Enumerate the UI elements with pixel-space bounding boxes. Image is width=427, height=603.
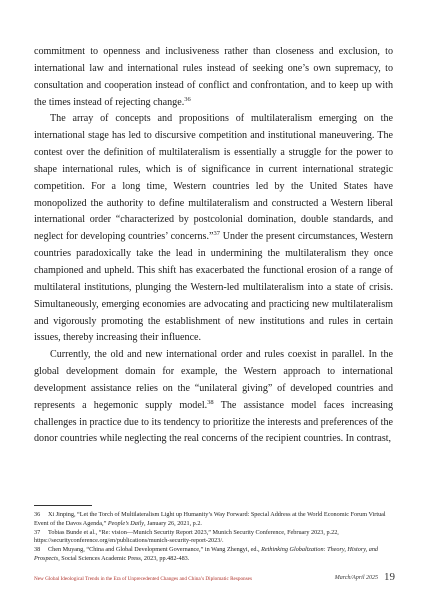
footnote-ref-36[interactable]: 36: [184, 95, 191, 103]
page-number: 19: [384, 571, 395, 583]
body-text: [34, 44, 393, 448]
paragraph-2: [34, 111, 393, 347]
footnote-number: 37: [34, 528, 41, 536]
footnote-number: 38: [34, 546, 41, 554]
issue-date: March/April 2025: [334, 575, 378, 581]
running-footer-title: New Global Ideological Trends in the Era of Unprecedented Changes and China’s Diplomatic Responses: [34, 576, 252, 582]
paragraph-1-text: commitment to openness and inclusiveness rather than closeness and exclusion, to international law and international rules instead of seeking one’s own supremacy, to consultation and cooperation instead of conflict and confrontation, and to keep up with the times instead of rejecting change.: [34, 46, 393, 108]
footnote-ref-37[interactable]: 37: [213, 230, 220, 238]
footnote-text: Xi Jinping, “Let the Torch of Multilateralism Light up Humanity’s Way Forward: Special Address at the World Economic Forum Virtual Event of the Davos Agenda,”: [34, 511, 386, 527]
footnote-36: [34, 511, 396, 529]
footnote-text: Chen Muyang, “China and Global Development Governance,” in Wang Zhengyi, ed.,: [48, 546, 262, 554]
paragraph-3-text-a: Currently, the old and new international order and rules coexist in parallel. In the global development domain for example, the Western approach to international development assistance relies on the “unilateral giving” of developed countries and represents a hegemonic supply model.: [34, 349, 393, 411]
footnote-text-end: , Social Sciences Academic Press, 2023, pp.482-483.: [58, 554, 190, 562]
footnote-text[interactable]: Tobias Bunde et al., “Re: vision—Munich Security Report 2023,” Munich Security Conference, February 2023, p.22, https://securityconference.org/en/publications/munich-security-report-2023/.: [34, 528, 339, 545]
footnote-number: 36: [34, 511, 41, 518]
footnote-source-title: People’s Daily: [107, 519, 145, 527]
paragraph-3-text-b: The assistance model faces increasing challenges in practice due to its tendency to prioritize the interests and preferences of the donor countries while neglecting the real concerns of the recipient countries. In contrast,: [34, 399, 393, 445]
footnotes: [34, 511, 396, 564]
footnote-source-title: Rethinking Globalization: Theory, History, and Prospects: [34, 546, 379, 562]
footnote-text-end: , January 26, 2021, p.2.: [144, 519, 202, 527]
paragraph-2-text-b: Under the present circumstances, Western countries paradoxically take the lead in undermining the multilateralism they once championed and upheld. This shift has exacerbated the functional erosion of a range of multilateral institutions, plunging the Western-led multilateralism into a state of crisis. Simultaneously, emerging economies are advocating and practicing new multilateralism and vigorously promoting the establishment of new institutions and rules in certain issues, thereby increasing their influence.: [34, 231, 393, 344]
paragraph-2-text-a: The array of concepts and propositions of multilateralism emerging on the international stage has led to discursive competition and institutional maneuvering. The contest over the definition of multilateralism is essentially a struggle for the power to shape international rules, which is of significance in current international strategic competition. For a long time, Western countries led by the United States have monopolized the authority to define multilateralism and constructed a Western liberal international order “characterized by postcolonial domination, double standards, and neglect for developing countries’ concerns.”: [34, 113, 393, 243]
footnote-38: [34, 546, 396, 564]
paragraph-1: [34, 44, 393, 111]
footnote-ref-38[interactable]: 38: [207, 398, 214, 406]
footnote-37: [34, 529, 396, 547]
footnote-divider: [34, 505, 92, 506]
paragraph-3: [34, 347, 393, 448]
